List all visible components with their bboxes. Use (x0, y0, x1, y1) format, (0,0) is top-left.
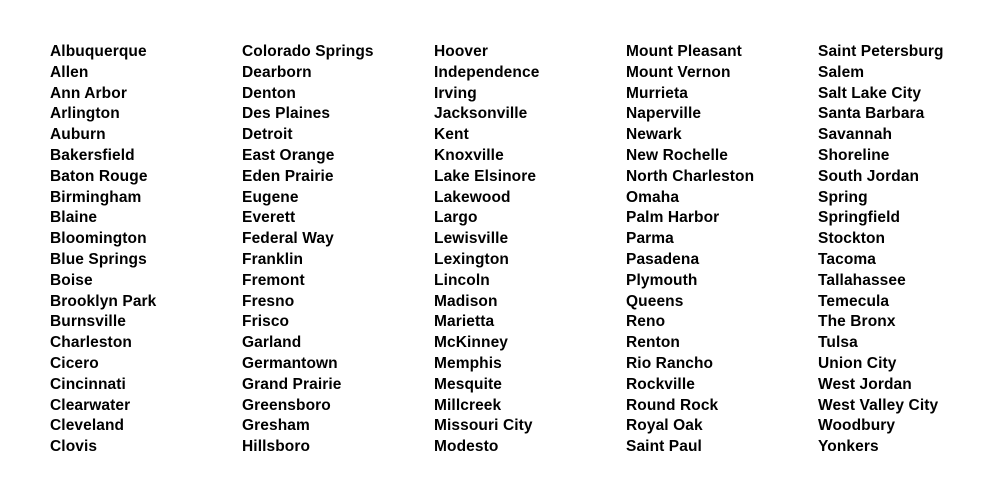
list-item: Blue Springs (50, 250, 147, 268)
list-item: Jacksonville (434, 105, 528, 123)
list-item: Lake Elsinore (434, 167, 537, 185)
list-item: Tacoma (818, 250, 877, 268)
list-item: Charleston (50, 334, 132, 352)
list-item: Eugene (242, 188, 299, 206)
list-item: Blaine (50, 209, 98, 227)
city-column-1 (50, 42, 242, 458)
list-item: Cleveland (50, 417, 125, 435)
list-item: Federal Way (242, 230, 334, 248)
list-item: Des Plaines (242, 105, 331, 123)
list-item: West Valley City (818, 396, 939, 414)
list-item: Salt Lake City (818, 84, 922, 102)
list-item: Brooklyn Park (50, 292, 157, 310)
list-item: Garland (242, 334, 302, 352)
city-column-4 (626, 42, 818, 458)
list-item: Mesquite (434, 375, 502, 393)
list-item: Rio Rancho (626, 354, 714, 372)
list-item: Reno (626, 313, 666, 331)
city-column-3 (434, 42, 626, 458)
list-item: Grand Prairie (242, 375, 342, 393)
list-item: Frisco (242, 313, 290, 331)
list-item: Palm Harbor (626, 209, 720, 227)
list-item: Lexington (434, 250, 509, 268)
list-item: Fresno (242, 292, 295, 310)
list-item: Round Rock (626, 396, 719, 414)
list-item: Baton Rouge (50, 167, 148, 185)
list-item: Royal Oak (626, 417, 703, 435)
list-item: Gresham (242, 417, 310, 435)
list-item: Modesto (434, 438, 499, 456)
list-item: Allen (50, 63, 89, 81)
list-item: Spring (818, 188, 868, 206)
list-item: Detroit (242, 126, 293, 144)
list-item: Murrieta (626, 84, 688, 102)
list-item: New Rochelle (626, 146, 728, 164)
list-item: Largo (434, 209, 478, 227)
list-item: Santa Barbara (818, 105, 925, 123)
list-item: Kent (434, 126, 469, 144)
list-item: Denton (242, 84, 296, 102)
list-item: Independence (434, 63, 540, 81)
list-item: Springfield (818, 209, 901, 227)
list-item: Everett (242, 209, 296, 227)
list-item: Lincoln (434, 271, 490, 289)
list-item: Shoreline (818, 146, 890, 164)
list-item: Temecula (818, 292, 890, 310)
list-item: Saint Paul (626, 438, 702, 456)
list-item: Parma (626, 230, 674, 248)
list-item: Marietta (434, 313, 495, 331)
list-item: Saint Petersburg (818, 43, 944, 60)
list-item: Bakersfield (50, 146, 135, 164)
list-item: The Bronx (818, 313, 896, 331)
list-item: Salem (818, 63, 865, 81)
list-item: Rockville (626, 375, 695, 393)
list-item: Dearborn (242, 63, 312, 81)
list-item: Arlington (50, 105, 120, 123)
list-item: Mount Pleasant (626, 43, 742, 60)
list-item: Knoxville (434, 146, 504, 164)
list-item: Ann Arbor (50, 84, 127, 102)
list-item: Burnsville (50, 313, 126, 331)
list-item: Lakewood (434, 188, 511, 206)
list-item: Hillsboro (242, 438, 311, 456)
list-item: Bloomington (50, 230, 147, 248)
list-item: Union City (818, 354, 897, 372)
list-item: Queens (626, 292, 684, 310)
list-item: Colorado Springs (242, 43, 374, 60)
list-item: Stockton (818, 230, 886, 248)
city-list-columns (50, 42, 1000, 458)
list-item: McKinney (434, 334, 509, 352)
list-item: Memphis (434, 354, 502, 372)
list-item: Renton (626, 334, 680, 352)
list-item: Boise (50, 271, 93, 289)
list-item: Hoover (434, 43, 489, 60)
list-item: West Jordan (818, 375, 912, 393)
list-item: Eden Prairie (242, 167, 334, 185)
list-item: Franklin (242, 250, 304, 268)
list-item: Plymouth (626, 271, 698, 289)
list-item: Cincinnati (50, 375, 126, 393)
list-item: North Charleston (626, 167, 755, 185)
list-item: Auburn (50, 126, 106, 144)
list-item: Pasadena (626, 250, 700, 268)
list-item: Woodbury (818, 417, 896, 435)
list-item: Irving (434, 84, 477, 102)
list-item: Germantown (242, 354, 338, 372)
city-column-5 (818, 42, 1000, 458)
list-item: Lewisville (434, 230, 509, 248)
list-item: Cicero (50, 354, 99, 372)
list-item: Missouri City (434, 417, 533, 435)
city-column-2 (242, 42, 434, 458)
list-item: Clovis (50, 438, 98, 456)
list-item: Omaha (626, 188, 680, 206)
list-item: South Jordan (818, 167, 920, 185)
list-item: Clearwater (50, 396, 131, 414)
list-item: Tulsa (818, 334, 858, 352)
list-item: Savannah (818, 126, 893, 144)
list-item: Greensboro (242, 396, 331, 414)
list-item: Yonkers (818, 438, 879, 456)
list-item: Tallahassee (818, 271, 906, 289)
list-item: Albuquerque (50, 43, 147, 60)
list-item: Birmingham (50, 188, 142, 206)
list-item: Fremont (242, 271, 305, 289)
list-item: Madison (434, 292, 498, 310)
list-item: Naperville (626, 105, 702, 123)
list-item: East Orange (242, 146, 335, 164)
list-item: Mount Vernon (626, 63, 731, 81)
list-item: Millcreek (434, 396, 502, 414)
list-item: Newark (626, 126, 682, 144)
